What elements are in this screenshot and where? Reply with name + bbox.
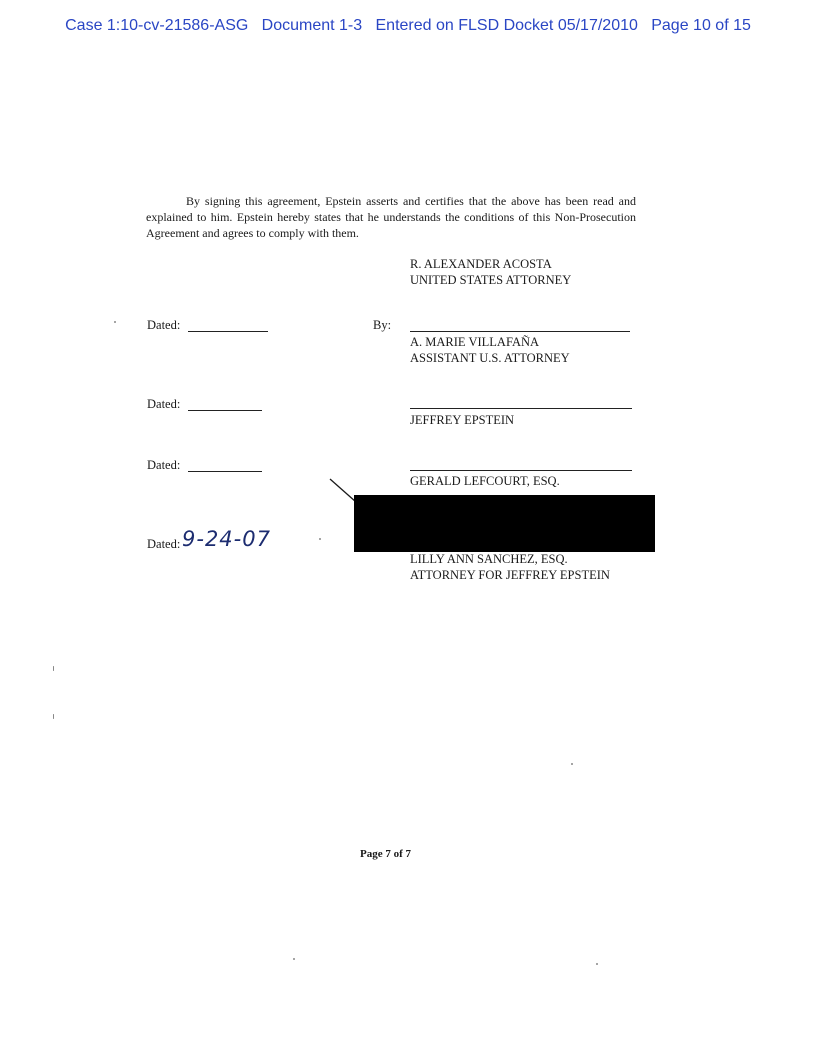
- assistant-attorney-name: A. MARIE VILLAFAÑA: [410, 335, 540, 349]
- scan-speck: [571, 763, 573, 765]
- page-indicator: Page 10 of 15: [651, 17, 751, 34]
- scan-speck: [53, 714, 54, 719]
- certification-paragraph: By signing this agreement, Epstein asserts and certifies that the above has been read and explained to him. Epstein hereby states that he understands the conditions of this Non-Prosecution Agreement and agrees to comply with them.: [146, 194, 636, 240]
- defendant-name: JEFFREY EPSTEIN: [410, 413, 515, 427]
- scan-speck: [596, 963, 598, 965]
- dated-label-1: Dated:: [147, 318, 181, 332]
- counsel1-name: GERALD LEFCOURT, ESQ.: [410, 474, 560, 488]
- scan-speck: [53, 666, 54, 671]
- signature-line-counsel1: [410, 470, 632, 471]
- counsel2-name: LILLY ANN SANCHEZ, ESQ.: [410, 552, 568, 566]
- case-number: Case 1:10-cv-21586-ASG: [65, 17, 249, 34]
- us-attorney-title: UNITED STATES ATTORNEY: [410, 273, 572, 287]
- date-blank-3: [188, 471, 262, 472]
- signature-line-defendant: [410, 408, 632, 409]
- docket-entry: Entered on FLSD Docket 05/17/2010: [375, 17, 638, 34]
- handwritten-date: 9-24-07: [182, 527, 271, 551]
- scan-speck: [319, 538, 321, 540]
- docket-header: [0, 17, 816, 35]
- dated-label-4: Dated:: [147, 537, 181, 551]
- dated-label-3: Dated:: [147, 458, 181, 472]
- date-blank-1: [188, 331, 268, 332]
- redaction-block: [354, 495, 655, 552]
- page-footer: Page 7 of 7: [360, 848, 412, 860]
- dated-label-2: Dated:: [147, 397, 181, 411]
- scan-speck: [114, 321, 116, 323]
- signature-line-ausa: [410, 331, 630, 332]
- us-attorney-name: R. ALEXANDER ACOSTA: [410, 257, 552, 271]
- assistant-attorney-title: ASSISTANT U.S. ATTORNEY: [410, 351, 570, 365]
- by-label: By:: [373, 318, 392, 332]
- counsel2-title: ATTORNEY FOR JEFFREY EPSTEIN: [410, 568, 610, 582]
- scan-speck: [293, 958, 295, 960]
- date-blank-2: [188, 410, 262, 411]
- document-number: Document 1-3: [261, 17, 363, 34]
